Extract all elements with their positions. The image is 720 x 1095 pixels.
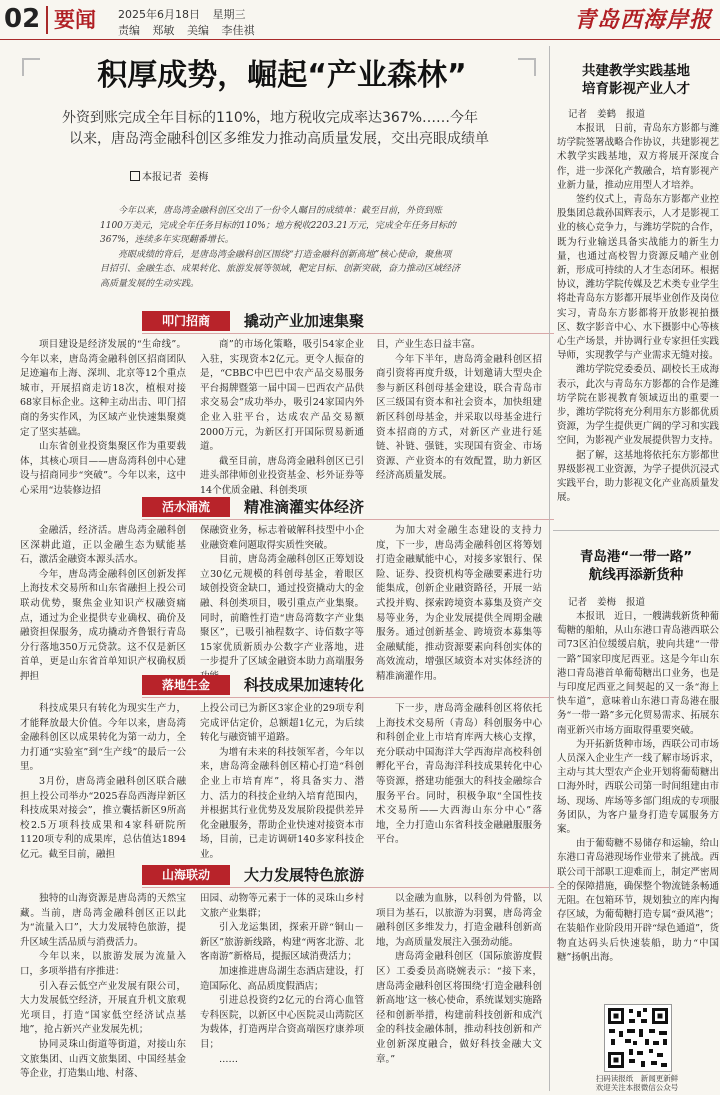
report-type: 报道 bbox=[626, 109, 646, 120]
subhead-rule bbox=[142, 697, 554, 698]
paragraph: 独特的山海资源是唐岛湾的天然宝藏。当前，唐岛湾金融科创区正以此为“流量入口”，大力发展特色旅游，提升区域生活品质与消费活力。 bbox=[20, 893, 186, 948]
side-article-1-body bbox=[557, 122, 719, 520]
designer-name: 李佳祺 bbox=[221, 24, 255, 37]
paragraph: 项目建设是经济发展的“生命线”。今年以来，唐岛湾金融科创区招商团队足迹遍布上海、深圳、北京等12个重点城市，开展招商走访18次，植根对接68家目标企业。这种主动出击、叩门招商的务实作风，为区域产业快速集聚奠定了坚实基础。 bbox=[20, 339, 186, 438]
side-article-2-body bbox=[557, 610, 719, 1000]
deck-line-1: 外资到账完成全年目标的110%，地方税收完成率达367%……今年 bbox=[62, 110, 479, 126]
paragraph: 科技成果只有转化为现实生产力，才能释放最大价值。今年以来，唐岛湾金融科创区以成果转化为第一动力，全力打通“实验室”到“生产线”的最后一公里。 bbox=[20, 703, 186, 773]
paragraph: 目，产业生态日益丰富。 bbox=[376, 339, 481, 350]
paragraph: 本报讯 日前，青岛东方影都与潍坊学院签署战略合作协议，共建影视艺术教学实践基地，双方将展开深度合作，进一步深化产教融合，培育影视产业新力量，推动应用型人才培养。 bbox=[557, 123, 719, 191]
paragraph: 山东省创业投资集聚区作为重要载体，其核心项目——唐岛湾科创中心建设与招商同步“突破”。今年以来，这中心采用“边装修边招 bbox=[20, 441, 186, 496]
text-column bbox=[20, 702, 186, 858]
paragraph: 今年下半年，唐岛湾金融科创区招商引资将再度升级，计划邀请大型央企参与新区科创母基金建设，联合青岛市区三级国有资本和社会资本，加快组建新区科创母基金，并采取以母基金进行资本招商的方式，对新区产业进行延链、补链、强链，实现国有资金、市场资源、产业资本的有效配置，助力新区经济高质量发展。 bbox=[376, 353, 542, 482]
paragraph: 3月份，唐岛湾金融科创区联合融担上投公司举办“2025春岛西海岸新区科技成果对接会”，推立囊括新区9所高校2.5万项科技成果和4家科研院所1120项专利的成果库，总估值达1894亿元。截至目前，融担 bbox=[20, 775, 186, 860]
deck-line-2: 以来，唐岛湾金融科创区多维发力推动高质量发展，交出亮眼成绩单 bbox=[69, 131, 489, 147]
paragraph: 本报讯 近日，一艘满载新货种葡萄糖的船舶，从山东港口青岛港西联公司73区泊位缓缓启航，驶向共建“一带一路”国家印度尼西亚。这是今年山东港口青岛港首单葡萄糖出口业务，也是与印度尼西亚之间契起的又一条“海上快车道”，意味着山东港口青岛港在服务“一带一路”多元化贸易需求、拓展东南亚新兴市场方面取得重要突破。 bbox=[557, 611, 719, 736]
paragraph: 据了解，这基地将依托东方影都世界级影视工业资源，为学子提供沉浸式实践平台，助力影视文化产业高质量发展。 bbox=[557, 449, 719, 504]
text-column bbox=[20, 892, 186, 1092]
paragraph: 为加大对金融生态建设的支持力度，下一步，唐岛湾金融科创区将筹划打造金融赋能中心，对接多家银行、保险、证券、投资机构等金融要素进行功能集成，创新企业融资路径，开展一站式投并购、探索跨境资本募集及资产交易等业务，为企业发展提供全周期金融服务。通过创新基金、跨境资本募集等金融赋能，推动资源要素向科创实体的高效流动，增强区域资本对实体经济的精准滴灌作用。 bbox=[376, 525, 542, 682]
editor-name: 郑敏 bbox=[152, 24, 175, 37]
paragraph: 为增有未来的科技领军者，今年以来，唐岛湾金融科创区精心打造“科创企业上市培育库”，将具备实力、潜力、活力的科技企业纳入培育范围内，并根据其行业优势及发展阶段提供差异化金融服务，帮助企业快速对接资本市场，目前，已走访调研140多家科技企业。 bbox=[200, 746, 364, 860]
paragraph: 今年，唐岛湾金融科创区创新发挥上海技术交易所和山东省融担上投公司联动优势，聚焦金业知识产权融资痛点，通过为企业提供专业确权、确价及融资担保服务，成功撬动齐鲁银行青岛分行落地350万元贷款。这不仅是新区首单，更是山东省首单知识产权确权质押担 bbox=[20, 568, 186, 682]
paragraph: 唐岛湾金融科创区（国际旅游度假区）工委委员高晓婉表示：“接下来，唐岛湾金融科创区将围绕‘打造金融科创新高地’这一核心使命，系统谋划实施路径和创新举措，构建前科技创新和成汽金的科技金融体制，推动科技创新和产业创新深度融合，做好科技金融大文章。” bbox=[376, 951, 542, 1065]
paragraph: 签约仪式上，青岛东方影都产业控股集团总裁孙国辉表示，人才是影视工业的核心竞争力，与潍坊学院的合作，既为行业输送具备实战能力的新生力量，也通过高校智力资源反哺产业创新，形成可持续的人才生态闭环。根据协议，潍坊学院传媒及艺术类专业学生将赴青岛东方影都开展毕业创作及岗位实习，青岛东方影都将开放影视拍摄区、数字影音中心、水下摄影中心等核心生产场景，并协调行业专家担任实践导师，实现教学与产业需求无缝对接。 bbox=[557, 194, 719, 362]
paragraph: 金融活，经济活。唐岛湾金融科创区深耕此道，正以金融生态为赋能基石，激活金融资本源头活水。 bbox=[20, 525, 186, 566]
section-tag: 叩门招商 bbox=[142, 311, 230, 331]
reporter-label: 记者 bbox=[568, 597, 588, 608]
corner-ornament-icon bbox=[22, 58, 40, 76]
subhead-rule bbox=[142, 887, 554, 888]
text-column bbox=[376, 892, 542, 1092]
text-column bbox=[376, 524, 542, 682]
text-column bbox=[200, 702, 364, 858]
paragraph: …… bbox=[219, 1053, 238, 1065]
byline-prefix: 本报记者 bbox=[142, 172, 182, 183]
title-line: 航线再添新货种 bbox=[588, 567, 684, 583]
designer-label: 美编 bbox=[187, 24, 209, 37]
byline-name: 姜梅 bbox=[188, 172, 209, 183]
paragraph: 今年以来，以旅游发展为流量入口，多项举措有序推进： bbox=[20, 951, 186, 977]
side-article-1-title bbox=[553, 62, 719, 98]
title-line: 青岛港“一带一路” bbox=[579, 549, 693, 565]
paragraph: 上投公司已为新区3家企业的29项专利完成评估定价，总额超1亿元，为后续转化与融资铺平道路。 bbox=[200, 703, 364, 744]
lead-summary bbox=[100, 204, 460, 291]
qr-code-block bbox=[582, 1004, 692, 1090]
paragraph: 商”的市场化策略，吸引54家企业入驻，实现资本2亿元。更令人振奋的是，“CBBC中巴巴中农产品交易服务平台揭牌暨第一届中国－巴西农产品供求交易会”成功举办，吸引24家国内外企业入驻平台，达成农产品交易额2000万元，为新区打开国际贸易新通道。 bbox=[200, 339, 364, 453]
paragraph: 保融资业务，标志着破解科技型中小企业融资难问题取得实质性突破。 bbox=[200, 525, 364, 551]
header-divider bbox=[46, 6, 48, 34]
qr-caption-line: 扫码读报纸 新闻更新鲜 bbox=[595, 1074, 679, 1083]
paragraph: 协同灵珠山街道等街道，对接山东文旅集团、山西文旅集团、中国经基金等企业，打造集山地、村落、 bbox=[20, 1038, 186, 1080]
side-divider bbox=[553, 530, 719, 531]
summary-para: 亮眼成绩的背后，是唐岛湾金融科创区围绕“打造金融科创新高地”核心使命，聚焦项目招引、金融生态、成果转化、旅游发展等领域，靶定目标、创新突破，奋力推动区域经济高质量发展的生动实践。 bbox=[100, 249, 461, 289]
byline bbox=[130, 168, 208, 183]
masthead-logo: 青岛西海岸报 bbox=[573, 7, 712, 33]
subhead-rule bbox=[142, 333, 554, 334]
text-column bbox=[20, 338, 186, 494]
paragraph: 加速推进唐岛湖生态酒店建设，打造国际化、高品质度假酒店； bbox=[200, 965, 364, 992]
section-title: 大力发展特色旅游 bbox=[244, 866, 365, 884]
section-name: 要闻 bbox=[54, 8, 96, 32]
reporter-label: 记者 bbox=[568, 109, 588, 120]
subhead-rule bbox=[142, 519, 554, 520]
section-title: 精准滴灌实体经济 bbox=[244, 498, 365, 516]
paragraph: 截至目前，唐岛湾金融科创区已引进头部律师创业投资基金、杉外证券等14个优质金融、科创类项 bbox=[200, 455, 364, 496]
date-line bbox=[118, 6, 255, 22]
editor-label: 责编 bbox=[118, 24, 140, 37]
paragraph: 为开拓新货种市场，西联公司市场人员深入企业生产一线了解市场诉求，主动与其大型农产企业开划将葡萄糖出口海外时，西联公司第一时间组建由市场、现场、库场等多部门组成的专项服务团队，为客户量身打造专属服务方案。 bbox=[557, 738, 719, 836]
report-type: 报道 bbox=[626, 597, 646, 608]
section-tag: 活水涌流 bbox=[142, 497, 230, 517]
qr-caption-line: 欢迎关注本报微信公众号 bbox=[595, 1083, 679, 1092]
subhead-3 bbox=[142, 672, 562, 698]
subhead-2 bbox=[142, 494, 562, 520]
paragraph: 由于葡萄糖不易储存和运输，给山东港口青岛港现场作业带来了挑战。西联公司干部职工迎难而上，制定严密周全的保障措施，确保整个物流链条畅通无阻。在包箱环节，规划独立的库内掏存区域，为葡萄糖打造专属“蚕风港”；在装船作业阶段用开辟“绿色通道”，货物直达码头后快速装船，助力“中国糖”扬帆出海。 bbox=[557, 838, 719, 963]
main-headline: 积厚成势，崛起“产业森林” bbox=[97, 58, 467, 93]
paragraph: 下一步，唐岛湾金融科创区将依托上海技术交易所（青岛）科创服务中心和科创企业上市培育库两大核心支撑，充分联动中国海洋大学西海岸高校科创孵化平台，青岛海洋科技成果转化中心等资源，搭建功能强大的科技金融综合服务平台。同时，积极争取“全国性技术交易所——大西海山东分中心”落地，全力打造山东省科技金融融服服务平台。 bbox=[376, 703, 542, 846]
title-line: 共建教学实践基地 bbox=[582, 63, 690, 79]
reporter-name: 姜鹤 bbox=[597, 109, 617, 120]
reporter-name: 姜梅 bbox=[597, 597, 617, 608]
column-divider bbox=[549, 46, 550, 1091]
issue-weekday: 星期三 bbox=[212, 8, 246, 21]
subhead-4 bbox=[142, 862, 562, 888]
qr-code-icon[interactable] bbox=[604, 1004, 672, 1072]
paragraph: 目前，唐岛湾金融科创区正筹划设立30亿元规模的科创母基金，着眼区域创投资金缺口，通过投资撬动大的金融、科创类项目，吸引重点产业集聚。同时，前瞻性打造“唐岛湾数字产业集聚区”，已吸引袖程数字、诗佰数字等15家优质新质办公数字产业落地，进一步提升了区域金融资本助力高端服务 bbox=[200, 554, 364, 668]
section-title: 撬动产业加速集聚 bbox=[244, 312, 365, 330]
text-column bbox=[200, 892, 364, 1092]
section-title: 科技成果加速转化 bbox=[244, 676, 365, 694]
title-line: 培育影视产业人才 bbox=[582, 81, 690, 97]
side-article-2-title bbox=[553, 548, 719, 584]
issue-date: 2025年6月18日 bbox=[118, 8, 200, 21]
qr-caption bbox=[582, 1074, 692, 1092]
text-column bbox=[200, 338, 364, 494]
text-column bbox=[376, 338, 542, 494]
section-tag: 山海联动 bbox=[142, 865, 230, 885]
section-tag: 落地生金 bbox=[142, 675, 230, 695]
paragraph: 潍坊学院党委委员、副校长王成海表示，此次与青岛东方影都的合作是潍坊学院在影视教育领域迈出的重要一步，潍坊学院将充分利用东方影都优质资源，为学生提供更广阔的学习和实践空间，为影视产业发展提供智力支持。 bbox=[557, 364, 719, 447]
text-column bbox=[376, 702, 542, 858]
byline-box-icon bbox=[130, 171, 140, 181]
text-column bbox=[200, 524, 364, 666]
page-number: 02 bbox=[4, 4, 41, 34]
paragraph: 田园、动物等元素于一体的灵珠山乡村文旅产业集群； bbox=[200, 893, 364, 919]
summary-para: 今年以来，唐岛湾金融科创区交出了一份令人瞩目的成绩单：截至目前，外资到账1100万美元，完成全年任务目标的110%；地方税收2203.21万元，完成全年任务目标的367%，连续多年实现翻番增长。 bbox=[100, 206, 456, 245]
editor-line bbox=[118, 22, 264, 38]
text-column bbox=[20, 524, 186, 682]
subhead-1 bbox=[142, 308, 562, 334]
page-header bbox=[0, 0, 720, 40]
paragraph: 以金融为血脉，以科创为骨骼，以项目为基石，以旅游为羽翼，唐岛湾金融科创区多维发力，打造金融科创新高地，为高质量发展注入强劲动能。 bbox=[376, 893, 542, 948]
paragraph: 引入龙运集团，探索开辟“铜山－新区”旅游新线路，构建“两客北游、北客南游”新格局，提振区域消费活力； bbox=[200, 922, 364, 963]
side-article-1-byline bbox=[568, 106, 655, 120]
paragraph: 引进总投资约2亿元的台湾心血管专科医院，以新区中心医院灵山湾院区为载体，打造两岸合资高端医疗康养项目； bbox=[200, 995, 364, 1050]
side-article-2-byline bbox=[568, 594, 655, 608]
paragraph: 引入春云低空产业发展有限公司，大力发展低空经济，开展直升机文旅观光项目，打造“国家低空经济试点基地”，抢占新兴产业发展先机； bbox=[20, 980, 186, 1036]
